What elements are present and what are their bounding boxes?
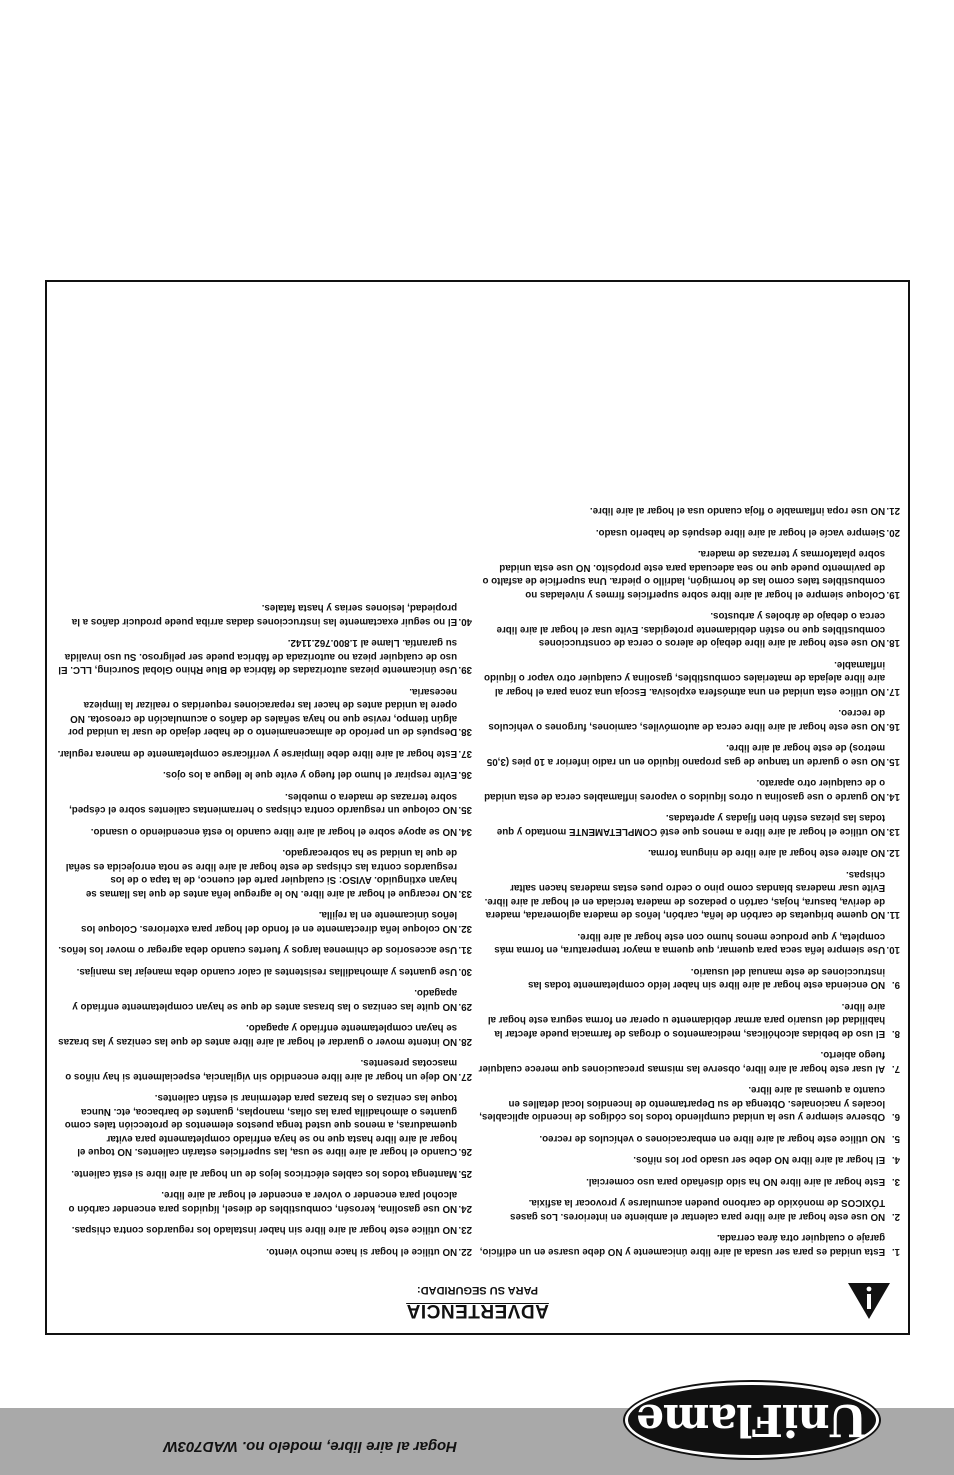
warning-item-text: Use siempre leña seca para quemar, que quema a mayor temperatura, en forma más completa, y que produce menos humo con este hogar al aire libre.: [494, 931, 886, 957]
warning-item: [477, 1048, 900, 1075]
warning-item: [477, 930, 900, 957]
warning-item-number: 11.: [886, 909, 900, 922]
warning-item-number: 23.: [458, 1224, 472, 1237]
warning-item-text: NO recargue el hogar al aire libre. No le agregue leña antes de que las llamas se hayan extinguido. AVISO: Si cualquier parte del cuenco, de la tapa o de los resguardos contra las chispas de este hogar al aire libre se nota enrojecida es señal de que la unidad se ha sobrecargado.: [65, 847, 458, 900]
warning-box: [45, 280, 910, 1335]
warning-item-number: 39.: [458, 664, 472, 677]
warning-title: ADVERTENCIA: [406, 1300, 549, 1321]
warning-item-text: NO coloque un resguardo contra chispas o herramientas calientes sobre el césped, sobre terrazas de madera o muebles.: [69, 791, 458, 817]
warning-column-right: [57, 593, 472, 1258]
warning-item-text: Al usar este hogar al aire libre, observe las mismas precauciones que merece cualquier fuego abierto.: [478, 1049, 886, 1075]
warning-item-number: 36.: [458, 769, 472, 782]
warning-item-text: NO coloque leña directamente en el fondo del hogar para exteriores. Coloque los leños únicamente en la rejilla.: [81, 909, 458, 935]
warning-item-text: El hogar al aire libre NO debe ser usado por los niños.: [633, 1154, 886, 1167]
warning-item-text: NO queme briquetas de carbón de leña, carbón, leños de madera aglomerada, madera de deriva, basura, hojas, cartón o pedazos de madera terciada en el hogar al aire libre. Evite usar maderas blandas como pino o cedro pues estas maderas hacen saltar chispas.: [484, 869, 886, 922]
warning-item-text: NO utilice este hogar al aire libre en embarcaciones o vehículos de recreo.: [539, 1133, 886, 1145]
warning-item: [57, 943, 472, 957]
warning-item: [57, 1056, 472, 1083]
warning-item-number: 9.: [891, 979, 900, 992]
warning-item-text: NO deje un hogar al aire libre encendido sin vigilancia, especialmente si hay niños o mascotas presentes.: [65, 1057, 458, 1083]
warning-item: [477, 1153, 900, 1167]
warning-item-text: NO se apoye sobre el hogar al aire libre cuando lo está encendiendo o usando.: [90, 826, 458, 838]
warning-item-text: NO use este hogar al aire libre para calentar el ambiente en interiores. Los gases TÓXICOS de monóxido de carbono pueden acumularse y provocar la asfixia.: [510, 1197, 886, 1223]
warning-item-number: 21.: [886, 505, 900, 518]
warning-item-number: 35.: [458, 804, 472, 817]
warning-item: [57, 1167, 472, 1181]
warning-item: [57, 965, 472, 979]
warning-item-number: 37.: [458, 748, 472, 760]
warning-item-text: El no seguir exactamente las instrucciones dadas arriba puede producir daños a la propiedad, lesiones serias y hasta fatales.: [71, 602, 458, 628]
warning-item-number: 6.: [891, 1111, 900, 1124]
warning-subtitle: PARA SU SEGURIDAD:: [417, 1284, 539, 1296]
warning-column-left: [477, 496, 900, 1258]
warning-item-number: 40.: [458, 616, 472, 628]
warning-item-text: NO use este hogar al aire libre debajo de aleros o cerca de construcciones combustibles que no estén debidamente protegidas. Evite usar el hogar al aire libre cerca o debajo de árboles y arbustos.: [496, 610, 886, 650]
warning-item-number: 19.: [886, 589, 900, 601]
warning-item: [477, 1196, 900, 1223]
warning-item: [477, 741, 900, 768]
footer-bar: [0, 1394, 954, 1475]
warning-item-number: 15.: [886, 756, 900, 768]
warning-item-text: Use únicamente piezas autorizadas de fábrica de Blue Rhino Global Sourcing, LLC. El uso de cualquier pieza no autorizada de fábrica puede ser peligroso. Su uso invalida su garantía. Llame al 1.800.762.1142.: [58, 637, 458, 677]
warning-item-number: 28.: [458, 1036, 472, 1048]
warning-item-number: 27.: [458, 1071, 472, 1083]
warning-item-text: NO use este hogar al aire libre cerca de automóviles, camiones, furgones o vehículos de recreo.: [488, 707, 886, 733]
warning-item: [57, 1021, 472, 1048]
warning-item-number: 3.: [891, 1176, 900, 1188]
warning-item-text: NO guarde o use gasolina u otros líquidos o vapores inflamables cerca de esta unidad o de cualquier otro aparato.: [484, 777, 886, 803]
warning-item: [57, 1245, 472, 1259]
warning-item: [57, 825, 472, 839]
warning-item: [57, 908, 472, 935]
warning-item-number: 17.: [886, 686, 900, 698]
warning-item-text: El uso de bebidas alcohólicas, medicamentos o drogas de farmacia puede afectar la habilidad del usuario para armar debidamente u operar en forma segura este hogar al aire libre.: [487, 1001, 886, 1040]
warning-item: [477, 868, 900, 922]
warning-item-text: Evite respirar el humo del fuego y evite que le llegue a los ojos.: [162, 769, 458, 782]
warning-item-number: 29.: [458, 1001, 472, 1013]
warning-item-text: Esta unidad es para ser usada al aire libre únicamente y NO debe usarse en un edificio, garaje o cualquier otra área cerrada.: [479, 1232, 886, 1258]
warning-item: [477, 706, 900, 733]
warning-item-number: 18.: [886, 637, 900, 650]
warning-item: [477, 547, 900, 601]
warning-item-text: Cuando el hogar al aire libre se usa, las superficies estarán calientes. NO toque el hogar al aire libre hasta que no se haya enfriado completamente para evitar quemaduras, a menos que usted tenga puestos elementos de protección tales como guantes o almohadilla para las ollas, manoplas, guantes de barbacoa, etc. Nunca toque las cenizas o las brazas para determinar si están calientes.: [64, 1092, 458, 1159]
warning-item: [57, 747, 472, 761]
footer-model-title: Hogar al aire libre, modelo no. WAD703W: [163, 1438, 457, 1455]
warning-item-number: 26.: [458, 1146, 472, 1159]
warning-item: [57, 601, 472, 628]
warning-item-text: Observe siempre y use la unidad cumpliendo todos los códigos de incendio aplicables, locales y nacionales. Obtenga de su Departamento de Incendios local detalles en cuanto a quemas al aire libre.: [479, 1084, 886, 1124]
warning-item-number: 25.: [458, 1168, 472, 1180]
warning-item-number: 7.: [891, 1063, 900, 1075]
warning-item: [477, 811, 900, 838]
warning-item-number: 8.: [891, 1028, 900, 1040]
warning-item-number: 24.: [458, 1203, 472, 1215]
warning-item-number: 31.: [458, 944, 472, 957]
warning-item-number: 14.: [886, 791, 900, 803]
warning-item-text: NO utilice esta unidad en una atmósfera explosiva. Escoja una zona para el hogar al aire libre alejada de materiales combustibles, gasolina y cualquier otro vapor o líquido inflamable.: [484, 659, 886, 698]
warning-item: [477, 1175, 900, 1189]
warning-item-text: NO use o guarde un tanque de gas propano líquido en un radio inferior a 10 pies (3,05 metros) de este hogar al aire libre.: [486, 742, 886, 768]
warning-item: [57, 1223, 472, 1237]
warning-item-text: Coloque siempre el hogar al aire libre sobre superficies firmes y niveladas no combustibles tales como las de hormigón, ladrillo o piedra. Una superficie de asfalto o de pavimento puede que no sea adecuada para este propósito. NO use esta unidad sobre plataformas y terrazas de madera.: [482, 548, 886, 601]
warning-item-number: 32.: [458, 923, 472, 935]
warning-item: [57, 768, 472, 782]
uniflame-logo: [628, 1385, 876, 1455]
warning-item: [477, 504, 900, 518]
warning-item: [477, 1231, 900, 1258]
warning-item-text: NO altere este hogar al aire libre de ninguna forma.: [647, 847, 886, 860]
warning-item-number: 38.: [458, 726, 472, 739]
warning-item: [477, 965, 900, 992]
warning-item: [477, 609, 900, 650]
warning-item-number: 5.: [891, 1133, 900, 1145]
warning-item-text: NO use ropa inflamable o floja cuando usa el hogar al aire libre.: [589, 505, 886, 518]
warning-item-text: Siempre vacíe el hogar al aire libre después de haberlo usado.: [595, 527, 886, 539]
warning-item: [477, 846, 900, 860]
warning-item-text: Use guantes y almohadillas resistentes al calor cuando deba manejar las manijas.: [76, 966, 458, 978]
warning-item-number: 33.: [458, 888, 472, 900]
warning-item-number: 4.: [891, 1154, 900, 1167]
warning-item: [57, 1091, 472, 1159]
warning-item-text: Este hogar al aire libre debe limpiarse y verificarse completamente de manera regular.: [57, 748, 458, 760]
warning-item: [477, 526, 900, 540]
warning-item-number: 13.: [886, 826, 900, 838]
warning-item-number: 10.: [886, 944, 900, 957]
warning-item: [477, 1132, 900, 1146]
warning-item: [57, 636, 472, 677]
warning-item: [57, 685, 472, 739]
warning-item-number: 20.: [886, 527, 900, 539]
logo-text: UniFlame: [636, 1394, 868, 1446]
warning-item-number: 22.: [458, 1246, 472, 1258]
warning-item: [477, 1083, 900, 1124]
warning-item-text: Este hogar al aire libre NO ha sido diseñado para uso comercial.: [586, 1176, 886, 1188]
warning-item: [57, 790, 472, 817]
warning-item-text: NO quite las cenizas o las brasas antes de que se hayan completamente enfriado y apagado.: [72, 987, 458, 1013]
warning-item-text: NO intente mover o guardar el hogar al aire libre antes de que las cenizas y las brazas se hayan completamente enfriado y apagado.: [58, 1022, 458, 1048]
warning-item-number: 30.: [458, 966, 472, 978]
warning-item-number: 2.: [891, 1211, 900, 1223]
warning-item: [477, 1000, 900, 1041]
warning-item-text: Mantenga todos los cables eléctricos lejos de un hogar al aire libre si está caliente.: [71, 1168, 458, 1180]
warning-item-text: NO use gasolina, kerosén, combustibles de diesel, líquidos para encender carbón o alcohol para encender o volver a encender el hogar al aire libre.: [68, 1189, 458, 1215]
warning-item-text: NO utilice el hogar al aire libre a menos que esté COMPLETAMENTE montado y que todas las piezas estén bien fijadas y apretadas.: [496, 812, 886, 838]
warning-item-text: NO encienda este hogar al aire libre sin haber leído completamente todas las instrucciones de este manual del usuario.: [528, 966, 886, 992]
warning-item-text: Use accesorios de chimenea largos y fuertes cuando deba agregar o mover los leños.: [58, 944, 458, 957]
warning-item: [57, 986, 472, 1013]
warning-item-text: NO utilice este hogar al aire libre sin haber instalado los reguardos contra chispas.: [71, 1224, 458, 1237]
warning-header: [47, 1284, 908, 1321]
warning-item-number: 34.: [458, 826, 472, 838]
warning-item-text: NO utilice el hogar si hace mucho viento.: [266, 1246, 458, 1258]
warning-item: [477, 776, 900, 803]
warning-item: [57, 1188, 472, 1215]
warning-item-text: Después de un período de almacenamiento o de haber dejado de usar la unidad por algún tiempo, revise que no haya señales de daños o acumulación de creosota. NO opere la unidad antes de hacer las reparaciones requeridas o realizar la limpieza necesaria.: [68, 686, 458, 739]
warning-item-number: 1.: [891, 1246, 900, 1258]
warning-item-number: 16.: [886, 721, 900, 733]
warning-item: [477, 658, 900, 699]
warning-item-number: 12.: [886, 847, 900, 860]
warning-item: [57, 846, 472, 900]
